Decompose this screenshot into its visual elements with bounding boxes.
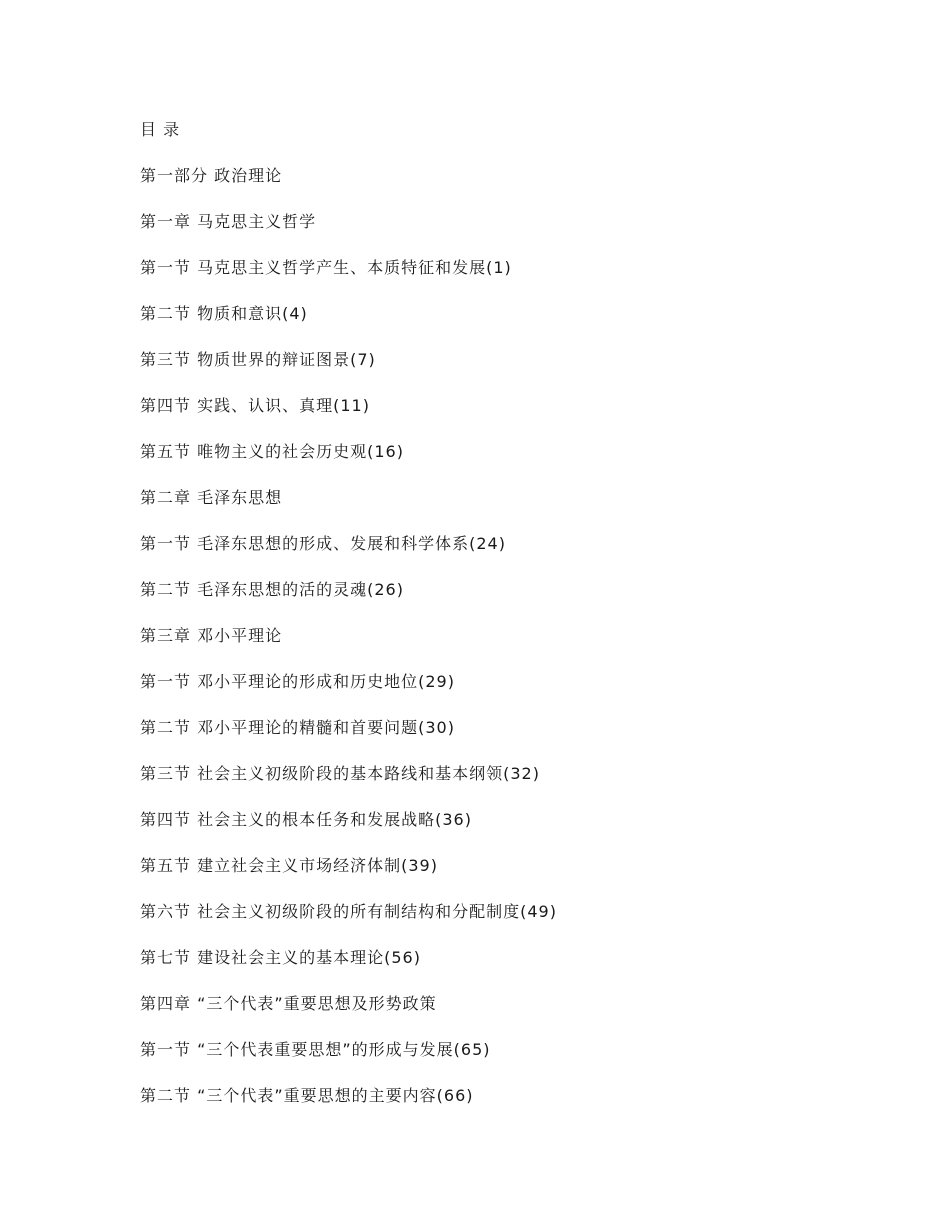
toc-section-entry: 第四节 实践、认识、真理(11) <box>140 396 370 415</box>
toc-section-entry: 第五节 建立社会主义市场经济体制(39) <box>140 856 438 875</box>
toc-title: 目 录 <box>140 120 181 139</box>
toc-section-entry: 第一节 “三个代表重要思想”的形成与发展(65) <box>140 1040 491 1059</box>
toc-section-entry: 第一节 毛泽东思想的形成、发展和科学体系(24) <box>140 534 506 553</box>
toc-section-entry: 第二节 邓小平理论的精髓和首要问题(30) <box>140 718 455 737</box>
toc-chapter-heading: 第一章 马克思主义哲学 <box>140 212 317 231</box>
toc-section-entry: 第二节 物质和意识(4) <box>140 304 308 323</box>
toc-section-entry: 第一节 马克思主义哲学产生、本质特征和发展(1) <box>140 258 512 277</box>
toc-section-entry: 第三节 物质世界的辩证图景(7) <box>140 350 376 369</box>
toc-section-entry: 第四节 社会主义的根本任务和发展战略(36) <box>140 810 472 829</box>
toc-section-entry: 第三节 社会主义初级阶段的基本路线和基本纲领(32) <box>140 764 540 783</box>
toc-part-heading: 第一部分 政治理论 <box>140 166 283 185</box>
toc-section-entry: 第一节 邓小平理论的形成和历史地位(29) <box>140 672 455 691</box>
table-of-contents <box>140 116 557 1128</box>
toc-section-entry: 第二节 毛泽东思想的活的灵魂(26) <box>140 580 404 599</box>
toc-section-entry: 第七节 建设社会主义的基本理论(56) <box>140 948 421 967</box>
toc-section-entry: 第五节 唯物主义的社会历史观(16) <box>140 442 404 461</box>
toc-section-entry: 第二节 “三个代表”重要思想的主要内容(66) <box>140 1086 474 1105</box>
toc-chapter-heading: 第四章 “三个代表”重要思想及形势政策 <box>140 994 437 1013</box>
toc-chapter-heading: 第三章 邓小平理论 <box>140 626 283 645</box>
toc-chapter-heading: 第二章 毛泽东思想 <box>140 488 283 507</box>
toc-section-entry: 第六节 社会主义初级阶段的所有制结构和分配制度(49) <box>140 902 557 921</box>
